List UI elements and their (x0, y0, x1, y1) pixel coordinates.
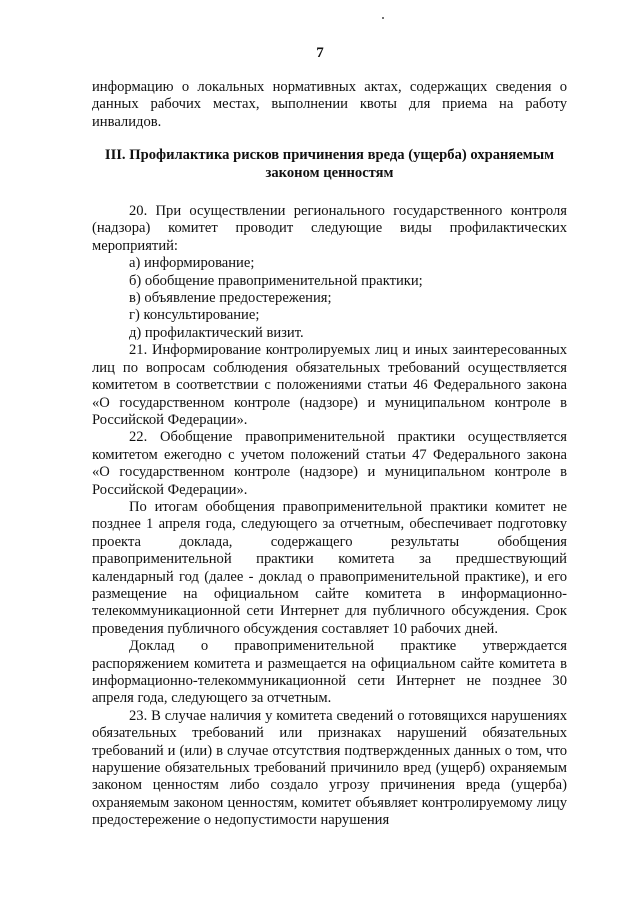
paragraph-21: 21. Информирование контролируемых лиц и иных заинтересованных лиц по вопросам соблюдения обязательных требований осуществляется комитетом в соответствии с положениями статьи 46 Федерального закона «О государственном контроле (надзоре) и муниципальном контроле в Российской Федерации». (92, 342, 567, 428)
paragraph-23: 23. В случае наличия у комитета сведений о готовящихся нарушениях обязательных требований или признаках нарушений обязательных требований и (или) в случае отсутствия подтвержденных данных о том, что нарушение обязательных требований причинило вред (ущерб) охраняемым законом ценностям либо создало угрозу причинения вреда (ущерба) охраняемым законом ценностям, комитет объявляет контролируемому лицу предостережение о недопустимости нарушения (92, 707, 567, 829)
list-item: г) консультирование; (129, 307, 260, 324)
scan-speck (382, 17, 384, 19)
intro-paragraph: информацию о локальных нормативных актах, содержащих сведения о данных рабочих местах, выполнении квоты для приема на работу инвалидов. (92, 79, 567, 130)
paragraph-22-report: По итогам обобщения правоприменительной практики комитет не позднее 1 апреля года, следующего за отчетным, обеспечивает подготовку проекта доклада, содержащего результаты обобщения правоприменительной практики комитета за предшествующий календарный год (далее - доклад о правоприменительной практике), и его размещение на официальном сайте комитета в информационно-телекоммуникационной сети Интернет для публичного обсуждения. Срок проведения публичного обсуждения составляет 10 рабочих дней. (92, 498, 567, 637)
section-heading-line-2: законом ценностям (265, 164, 394, 181)
section-heading (92, 147, 567, 182)
section-heading-line-1: III. Профилактика рисков причинения вреда (ущерба) охраняемым (104, 147, 555, 164)
list-item: б) обобщение правоприменительной практики; (129, 272, 423, 289)
list-item: в) объявление предостережения; (129, 290, 332, 307)
document-body (92, 79, 567, 830)
list-item: д) профилактический визит. (129, 324, 304, 341)
paragraph-22: 22. Обобщение правоприменительной практики осуществляется комитетом ежегодно с учетом положений статьи 47 Федерального закона «О государственном контроле (надзоре) и муниципальном контроле в Российской Федерации». (92, 429, 567, 498)
page-number: 7 (316, 45, 324, 61)
list-item: а) информирование; (129, 255, 255, 272)
paragraph-22-approval: Доклад о правоприменительной практике утверждается распоряжением комитета и размещается на официальном сайте комитета в информационно-телекоммуникационной сети Интернет не позднее 30 апреля года, следующего за отчетным. (92, 638, 567, 707)
paragraph-20: 20. При осуществлении регионального государственного контроля (надзора) комитет проводит следующие виды профилактических мероприятий: (92, 203, 567, 254)
